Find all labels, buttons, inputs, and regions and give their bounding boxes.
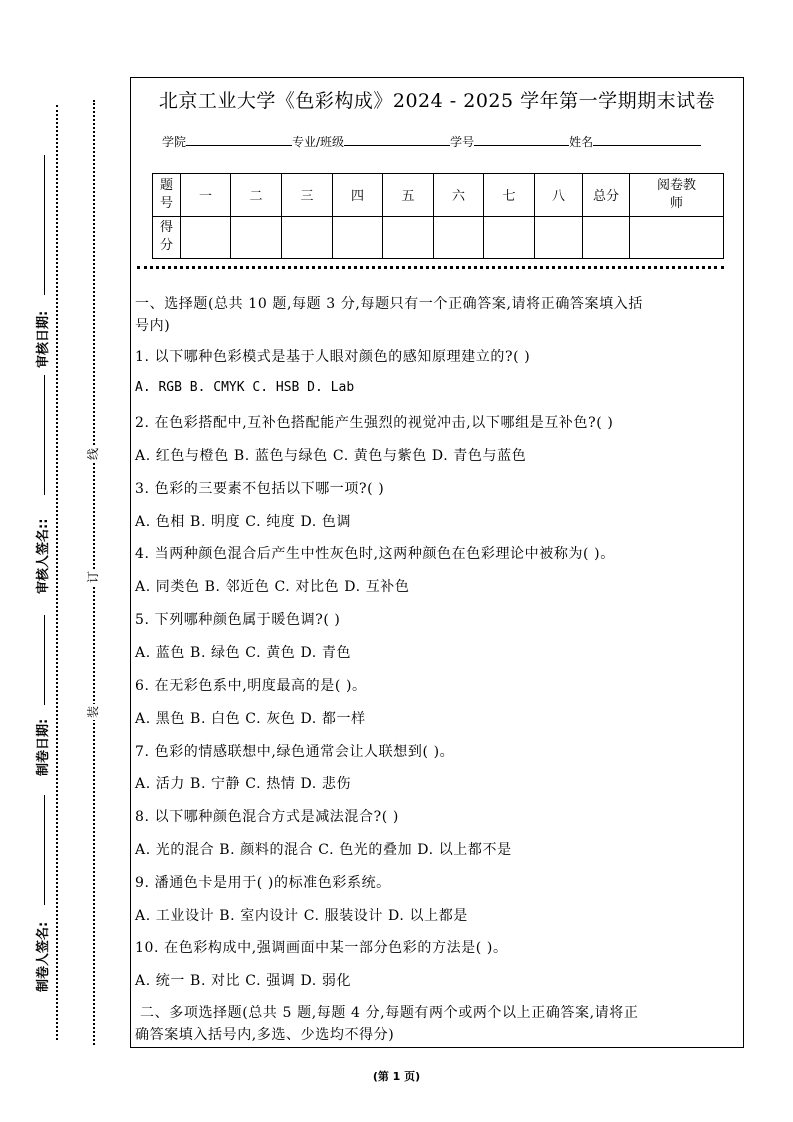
score-cell[interactable] [282, 216, 333, 259]
grader-cell[interactable] [630, 216, 724, 259]
student-id-field[interactable] [474, 132, 569, 146]
question-6: 6. 在无彩色系中,明度最高的是( )。 [135, 678, 367, 694]
question-5-options: A. 蓝色 B. 绿色 C. 黄色 D. 青色 [135, 645, 352, 661]
major-field[interactable] [344, 132, 450, 146]
score-cell[interactable] [535, 216, 583, 259]
question-7-options: A. 活力 B. 宁静 C. 热情 D. 悲伤 [135, 776, 352, 792]
seal-zhuang-label: 装 [86, 705, 100, 718]
margin-dotted-line-outer [56, 105, 58, 1040]
question-9: 9. 潘通色卡是用于( )的标准色彩系统。 [135, 875, 391, 891]
section2-heading: 二、多项选择题(总共 5 题,每题 4 分,每题有两个或两个以上正确答案,请将正 [135, 1005, 639, 1021]
score-col-6: 六 [434, 174, 484, 217]
major-label: 专业/班级 [292, 135, 345, 149]
page-number: (第 1 页) [372, 1070, 421, 1083]
question-8: 8. 以下哪种颜色混合方式是减法混合?( ) [135, 809, 399, 825]
college-label: 学院 [162, 135, 187, 149]
score-col-1: 一 [181, 174, 231, 217]
maker-date-line [44, 615, 45, 705]
score-cell[interactable] [484, 216, 535, 259]
maker-sign-label: 制卷人签名: [36, 921, 51, 992]
section1-heading-cont: 号内) [135, 318, 171, 334]
question-number-header: 题号 [153, 174, 181, 217]
seal-line-label: 线 [86, 447, 100, 460]
reviewer-sign-label: 审核人签名:: [36, 518, 51, 594]
score-cell[interactable] [181, 216, 231, 259]
seal-ding-label: 订 [86, 570, 100, 583]
question-1: 1. 以下哪种色彩模式是基于人眼对颜色的感知原理建立的?( ) [135, 349, 531, 365]
score-col-8: 八 [535, 174, 583, 217]
question-4: 4. 当两种颜色混合后产生中性灰色时,这两种颜色在色彩理论中被称为( )。 [135, 546, 615, 562]
score-cell[interactable] [333, 216, 383, 259]
section2-heading-cont: 确答案填入括号内,多选、少选均不得分) [135, 1027, 395, 1043]
name-label: 姓名 [569, 135, 594, 149]
question-9-options: A. 工业设计 B. 室内设计 C. 服装设计 D. 以上都是 [135, 908, 468, 924]
question-10-options: A. 统一 B. 对比 C. 强调 D. 弱化 [135, 973, 352, 989]
score-col-3: 三 [282, 174, 333, 217]
college-field[interactable] [186, 132, 292, 146]
question-7: 7. 色彩的情感联想中,绿色通常会让人联想到( )。 [135, 744, 455, 760]
reviewer-date-line [44, 155, 45, 295]
score-col-total: 总分 [583, 174, 630, 217]
score-col-4: 四 [333, 174, 383, 217]
question-2-options: A. 红色与橙色 B. 蓝色与绿色 C. 黄色与紫色 D. 青色与蓝色 [135, 448, 527, 464]
score-cell[interactable] [434, 216, 484, 259]
maker-date-label: 制卷日期: [36, 718, 51, 776]
question-3: 3. 色彩的三要素不包括以下哪一项?( ) [135, 481, 385, 497]
student-info-row [162, 132, 701, 150]
score-cell[interactable] [231, 216, 282, 259]
score-col-7: 七 [484, 174, 535, 217]
score-col-5: 五 [383, 174, 434, 217]
score-cell[interactable] [383, 216, 434, 259]
score-col-2: 二 [231, 174, 282, 217]
question-5: 5. 下列哪种颜色属于暖色调?( ) [135, 612, 341, 628]
dotted-separator [137, 266, 724, 269]
question-8-options: A. 光的混合 B. 颜料的混合 C. 色光的叠加 D. 以上都不是 [135, 842, 512, 858]
reviewer-date-label: 审核日期: [36, 310, 51, 368]
question-10: 10. 在色彩构成中,强调画面中某一部分色彩的方法是( )。 [135, 940, 508, 956]
maker-sign-line [44, 795, 45, 905]
question-2: 2. 在色彩搭配中,互补色搭配能产生强烈的视觉冲击,以下哪组是互补色?( ) [135, 415, 614, 431]
question-4-options: A. 同类色 B. 邻近色 C. 对比色 D. 互补色 [135, 579, 410, 595]
question-1-options: A. RGB B. CMYK C. HSB D. Lab [135, 380, 355, 395]
grader-header: 阅卷教师 [630, 174, 724, 217]
question-6-options: A. 黑色 B. 白色 C. 灰色 D. 都一样 [135, 711, 366, 727]
score-table [152, 173, 724, 259]
reviewer-sign-line [44, 375, 45, 495]
question-3-options: A. 色相 B. 明度 C. 纯度 D. 色调 [135, 514, 352, 530]
section1-heading: 一、选择题(总共 10 题,每题 3 分,每题只有一个正确答案,请将正确答案填入括 [135, 296, 643, 312]
name-field[interactable] [593, 132, 701, 146]
student-id-label: 学号 [450, 135, 475, 149]
exam-title: 北京工业大学《色彩构成》2024 - 2025 学年第一学期期末试卷 [158, 90, 716, 112]
score-row-header: 得分 [153, 216, 181, 259]
score-cell[interactable] [583, 216, 630, 259]
